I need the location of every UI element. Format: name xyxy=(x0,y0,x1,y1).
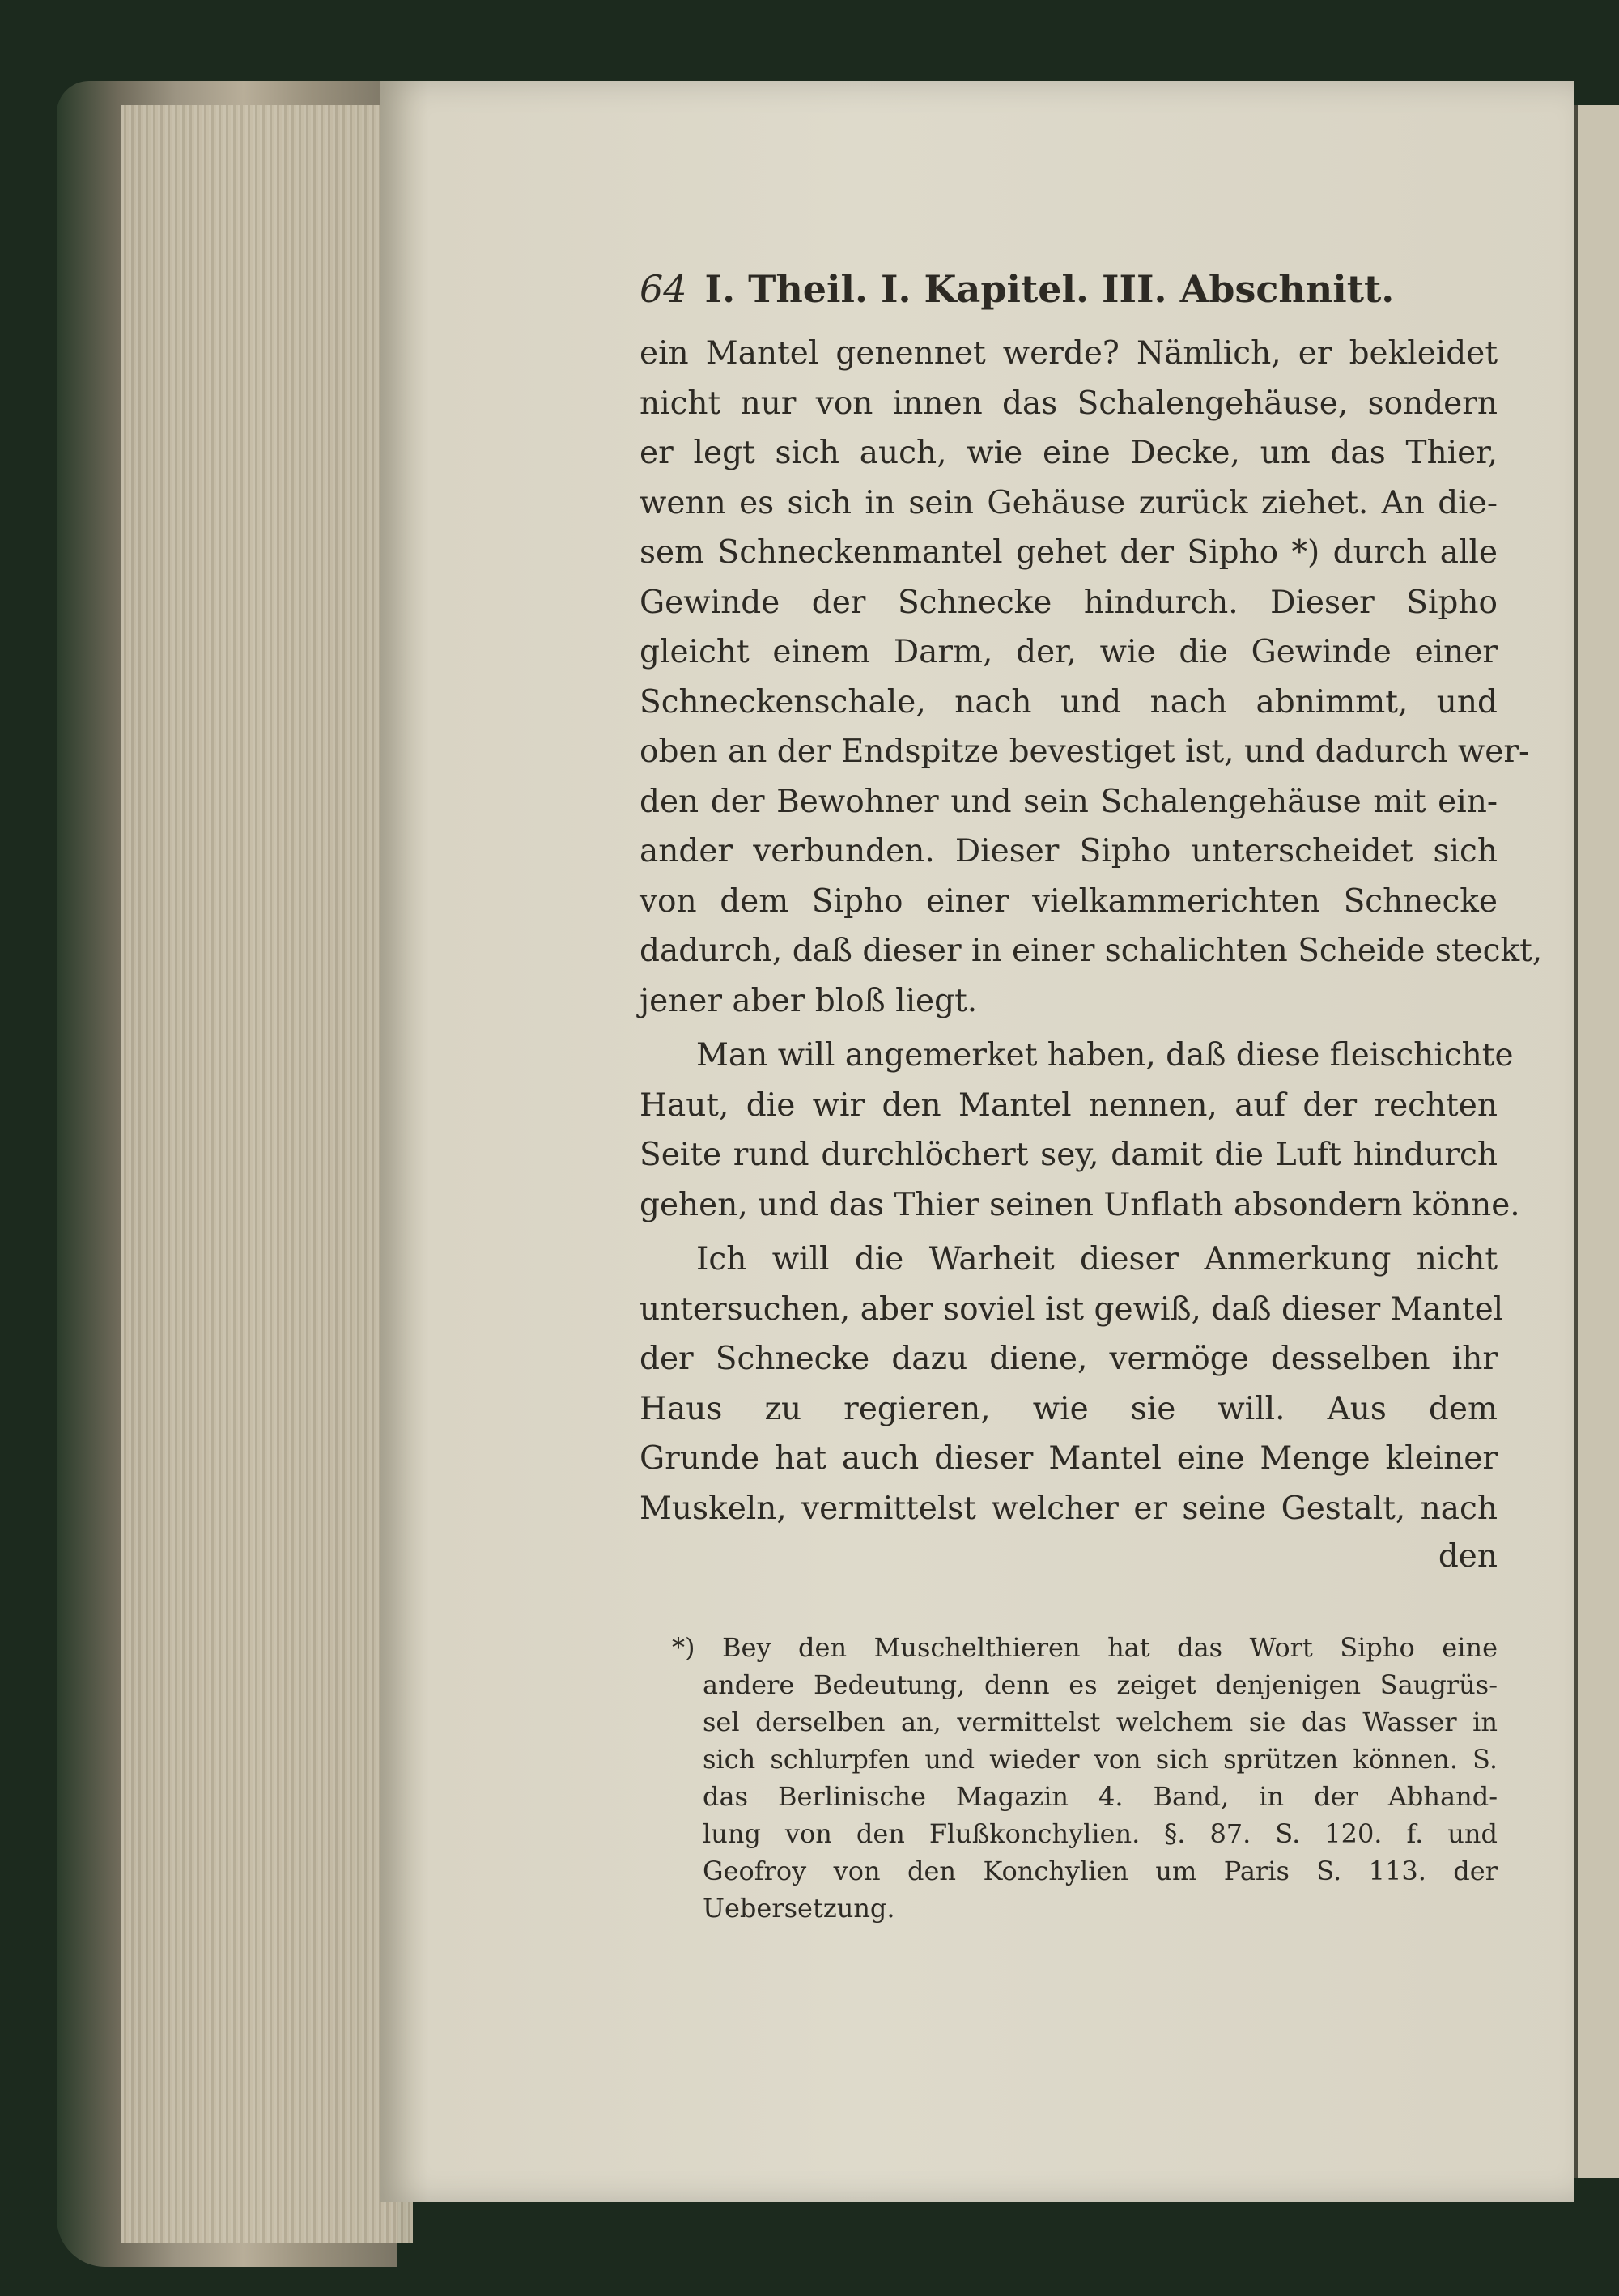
catchword: den xyxy=(1438,1538,1498,1575)
paragraph xyxy=(640,1235,1504,1533)
footnote-line: Uebersetzung. xyxy=(703,1893,895,1924)
text-line: untersuchen, aber soviel ist gewiß, daß dieser Mantel xyxy=(640,1290,1504,1328)
text-line: der Schnecke dazu diene, vermöge desselben ihr xyxy=(640,1341,1498,1377)
text-line: Grunde hat auch dieser Mantel eine Menge kleiner xyxy=(640,1440,1498,1477)
paragraph xyxy=(640,329,1543,1026)
footnote-line: Geofroy von den Konchylien um Paris S. 113. der xyxy=(703,1856,1498,1886)
running-title: I. Theil. I. Kapitel. III. Abschnitt. xyxy=(704,267,1395,311)
text-line: jener aber bloß liegt. xyxy=(640,982,978,1019)
text-line: Ich will die Warheit dieser Anmerkung nicht xyxy=(696,1241,1498,1278)
page-content xyxy=(640,267,1543,1927)
text-line: er legt sich auch, wie eine Decke, um das Thier, xyxy=(640,435,1498,471)
footnote-line: *) Bey den Muschelthieren hat das Wort Sipho eine xyxy=(672,1632,1498,1663)
text-line: Man will angemerket haben, daß diese fleischichte xyxy=(696,1037,1514,1074)
text-line: Seite rund durchlöchert sey, damit die Luft hindurch xyxy=(640,1137,1498,1173)
footnote-line: lung von den Flußkonchylien. §. 87. S. 120. f. und xyxy=(703,1818,1498,1849)
text-line: Haus zu regieren, wie sie will. Aus dem xyxy=(640,1390,1498,1427)
text-line: dadurch, daß dieser in einer schalichten Scheide steckt, xyxy=(640,933,1543,969)
footnote-line: das Berlinische Magazin 4. Band, in der Abhand- xyxy=(703,1781,1498,1812)
footnote-line: sich schlurpfen und wieder von sich sprützen können. S. xyxy=(703,1744,1498,1775)
text-line: gleicht einem Darm, der, wie die Gewinde einer xyxy=(640,634,1498,670)
text-line: ein Mantel genennet werde? Nämlich, er bekleidet xyxy=(640,335,1498,372)
text-line: Muskeln, vermittelst welcher er seine Gestalt, nach xyxy=(640,1490,1498,1527)
page-edges xyxy=(121,105,413,2243)
text-line: Gewinde der Schnecke hindurch. Dieser Sipho xyxy=(640,584,1498,621)
page-number: 64 xyxy=(640,267,687,311)
footnote-line: andere Bedeutung, denn es zeiget denjenigen Saugrüs- xyxy=(703,1669,1498,1700)
text-line: sem Schneckenmantel gehet der Sipho *) durch alle xyxy=(640,534,1498,571)
text-line: von dem Sipho einer vielkammerichten Schnecke xyxy=(640,882,1498,920)
text-line: Haut, die wir den Mantel nennen, auf der rechten xyxy=(640,1086,1498,1124)
text-line: den der Bewohner und sein Schalengehäuse mit ein- xyxy=(640,783,1498,820)
running-head xyxy=(640,267,1498,311)
text-line: wenn es sich in sein Gehäuse zurück ziehet. An die- xyxy=(640,484,1498,521)
text-line: gehen, und das Thier seinen Unflath absondern könne. xyxy=(640,1186,1520,1223)
paragraph xyxy=(640,1031,1520,1230)
facing-page-edge xyxy=(1574,105,1619,2178)
text-line: nicht nur von innen das Schalengehäuse, sondern xyxy=(640,385,1498,422)
footnote xyxy=(672,1629,1498,1927)
text-line: ander verbunden. Dieser Sipho unterscheidet sich xyxy=(640,833,1498,870)
footnote-line: sel derselben an, vermittelst welchem sie das Wasser in xyxy=(703,1707,1498,1737)
text-line: Schneckenschale, nach und nach abnimmt, und xyxy=(640,683,1498,721)
text-line: oben an der Endspitze bevestiget ist, und dadurch wer- xyxy=(640,733,1530,770)
